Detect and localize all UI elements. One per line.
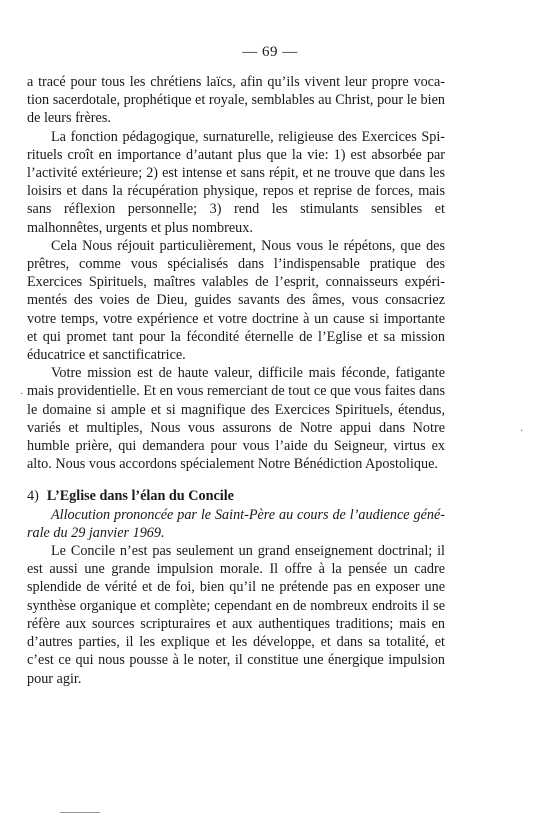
section-title: L’Eglise dans l’élan du Concile [46,488,234,505]
paragraph-mission: Votre mission est de haute valeur, difficile mais féconde, fatigante mais providentielle. Et en vous remerciant de tout ce que vous faites dans le domaine si ample et si magnifique des Exercices Spirituels, étendus, variés et multiples, Nous vous assurons de Notre appui dans Notre humble prière, qui demandera pour vous l’aide du Seigneur, virtus ex alto. Nous vous accordons spécialement Notre Bénédiction Apostolique. [27,365,445,473]
paragraph-priests: Cela Nous réjouit particulièrement, Nous vous le répétons, que des prêtres, comme vous spécialisés dans l’indispensable pratique des Exercices Spirituels, maîtres valables de l’esprit, connaisseurs expérimentés des voies de Dieu, guides savants des âmes, vous consacriez votre temps, votre expérience et votre doctrine à un cause si importante et qui promet tant pour la fécondité éternelle de l’Eglise et sa mission éducatrice et sanctificatrice. [27,237,445,364]
paragraph-council: Le Concile n’est pas seulement un grand enseignement doctrinal; il est aussi une grande impulsion morale. Il offre à la pensée un cadre splendide de vérité et de foi, bien qu’il ne prétende pas en exposer une synthèse organique et complète; cependant en de nombreux endroits il se réfère aux sources scripturaires et aux authentiques traditions; mais en d’autres parties, il les explique et les développe, et dans sa totalité, et c’est ce qui nous pousse à le noter, il constitue une énergique impulsion pour agir. [27,543,445,687]
bottom-rule [60,812,100,813]
section-subtitle: Allocution prononcée par le Saint-Père au cours de l’audience générale du 29 janvier 1969. [27,506,445,541]
section-heading [27,487,445,505]
section-number: 4) [27,488,39,505]
paragraph-continuation: a tracé pour tous les chrétiens laïcs, afin qu’ils vivent leur propre vocation sacerdotale, prophétique et royale, semblables au Christ, pour le bien de leurs frères. [27,74,445,127]
margin-speck: · [20,389,24,400]
body-text [27,73,445,688]
paragraph-pedagogical-function: La fonction pédagogique, surnaturelle, religieuse des Exercices Spirituels croît en importance d’autant plus que la vie: 1) est absorbée par l’activité extérieure; 2) est intense et sans répit, et ne trouve que dans les loisirs et dans la récupération physique, repos et reprise de forces, mais sans réflexion personnelle; 3) rend les stimulants sensibles et malhonnêtes, urgents et plus nombreux. [27,128,445,236]
page-number: — 69 — [242,44,298,60]
margin-speck: · [520,426,524,437]
